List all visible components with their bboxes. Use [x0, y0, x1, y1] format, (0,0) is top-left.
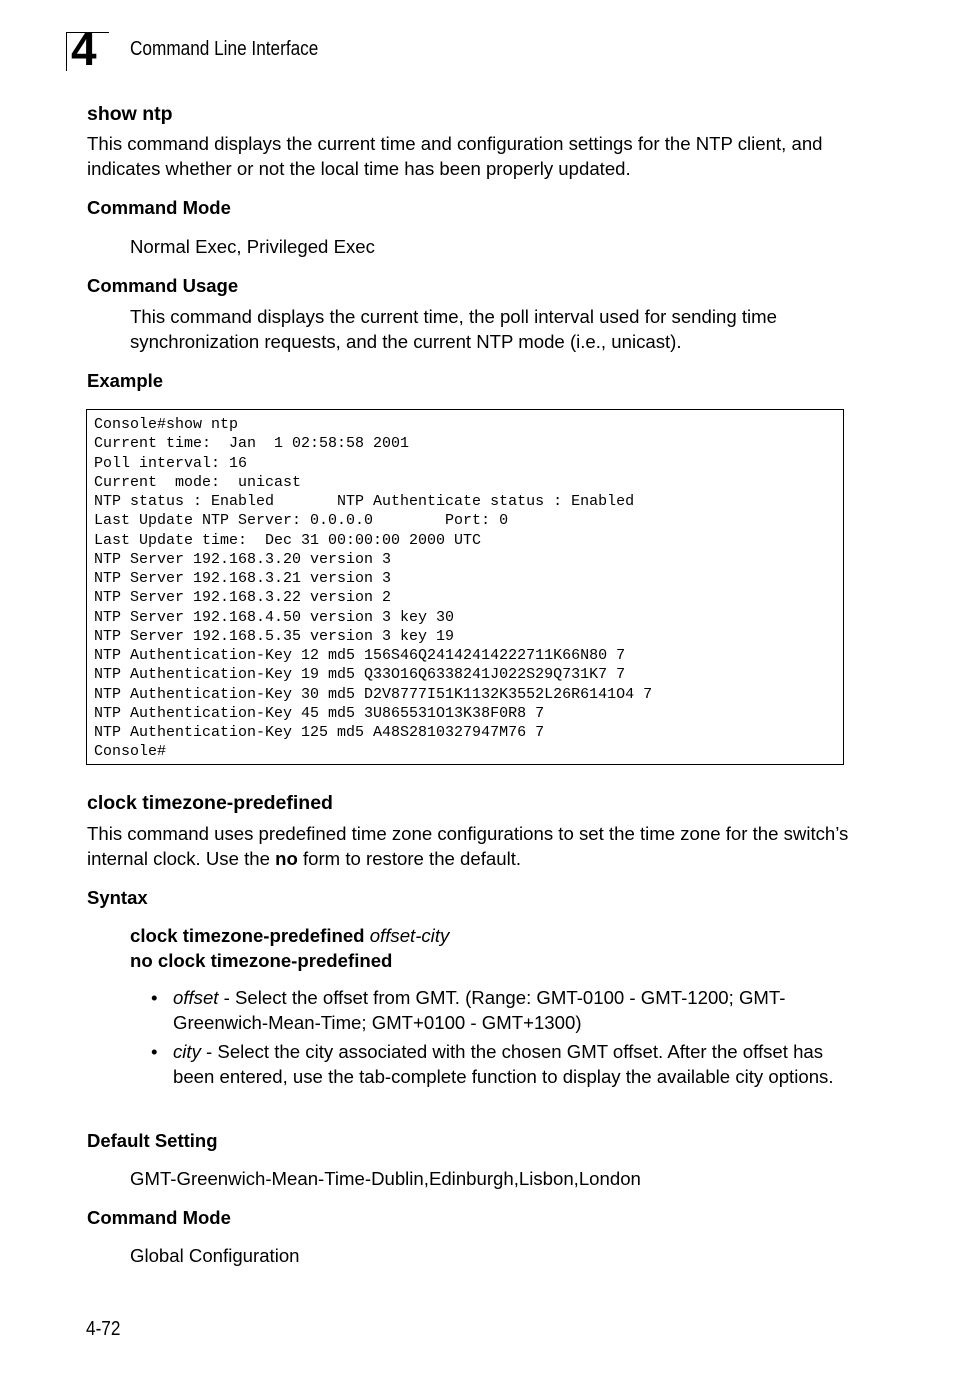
example-heading: Example: [87, 370, 164, 391]
show-ntp-description: This command displays the current time and configuration settings for the NTP client, and indicates whether or not the local time has been properly updated.: [87, 133, 823, 179]
command-mode-heading: Command Mode: [87, 197, 231, 218]
command-title-clock-timezone: clock timezone-predefined: [87, 792, 333, 814]
command-usage-heading: Command Usage: [87, 275, 239, 296]
bullet-item-city: city - Select the city associated with the chosen GMT offset. After the offset has been entered, use the tab-complete function to display the available city options.: [173, 1041, 834, 1087]
default-setting-value: GMT-Greenwich-Mean-Time-Dublin,Edinburgh,Lisbon,London: [130, 1168, 641, 1189]
no-keyword: no: [275, 848, 298, 869]
syntax-parameter: offset-city: [369, 925, 450, 946]
syntax-heading: Syntax: [87, 887, 148, 908]
page-number: 4-72: [86, 1318, 121, 1340]
command-title-show-ntp: show ntp: [87, 103, 173, 125]
default-setting-heading: Default Setting: [87, 1130, 218, 1151]
running-header-title: Command Line Interface: [130, 38, 319, 60]
chapter-number: 4: [71, 23, 96, 75]
syntax-line-1: [130, 923, 449, 948]
example-code: Console#show ntp Current time: Jan 1 02:58:58 2001 Poll interval: 16 Current mode: unicast NTP status : Enabled NTP Authenticate status : Enabled Last Update NTP Server: 0.0.0.0 Port: 0 Last Update time: Dec 31 00:00:00 2000 UTC NTP Server 192.168.3.20 version 3 NTP Server 192.168.3.21 version 3 NTP Server 192.168.3.22 version 2 NTP Server 192.168.4.50 version 3 key 30 NTP Server 192.168.5.35 version 3 key 19 NTP Authentication-Key 12 md5 156S46Q24142414222711K66N80 7 NTP Authentication-Key 19 md5 Q33O16Q6338241J022S29Q731K7 7 NTP Authentication-Key 30 md5 D2V8777I51K1132K3552L26R6141O4 7 NTP Authentication-Key 45 md5 3U865531O13K38F0R8 7 NTP Authentication-Key 125 md5 A48S2810327947M76 7 Console#: [94, 416, 653, 761]
command-mode-value: Normal Exec, Privileged Exec: [130, 236, 375, 257]
bullet-marker: •: [151, 987, 158, 1008]
clock-timezone-description: This command uses predefined time zone configurations to set the time zone for the switch’s internal clock. Use the no form to restore the default.: [87, 823, 849, 869]
command-mode-value: Global Configuration: [130, 1245, 300, 1266]
command-mode-heading: Command Mode: [87, 1207, 231, 1228]
bullet-marker: •: [151, 1041, 158, 1062]
bullet-item-offset: offset - Select the offset from GMT. (Range: GMT-0100 - GMT-1200; GMT-Greenwich-Mean-Time; GMT+0100 - GMT+1300): [173, 987, 786, 1033]
syntax-line-2: no clock timezone-predefined: [130, 950, 393, 971]
syntax-command: clock timezone-predefined: [130, 925, 365, 946]
example-code-box: [86, 409, 844, 765]
command-usage-text: This command displays the current time, the poll interval used for sending time synchronization requests, and the current NTP mode (i.e., unicast).: [130, 306, 777, 352]
